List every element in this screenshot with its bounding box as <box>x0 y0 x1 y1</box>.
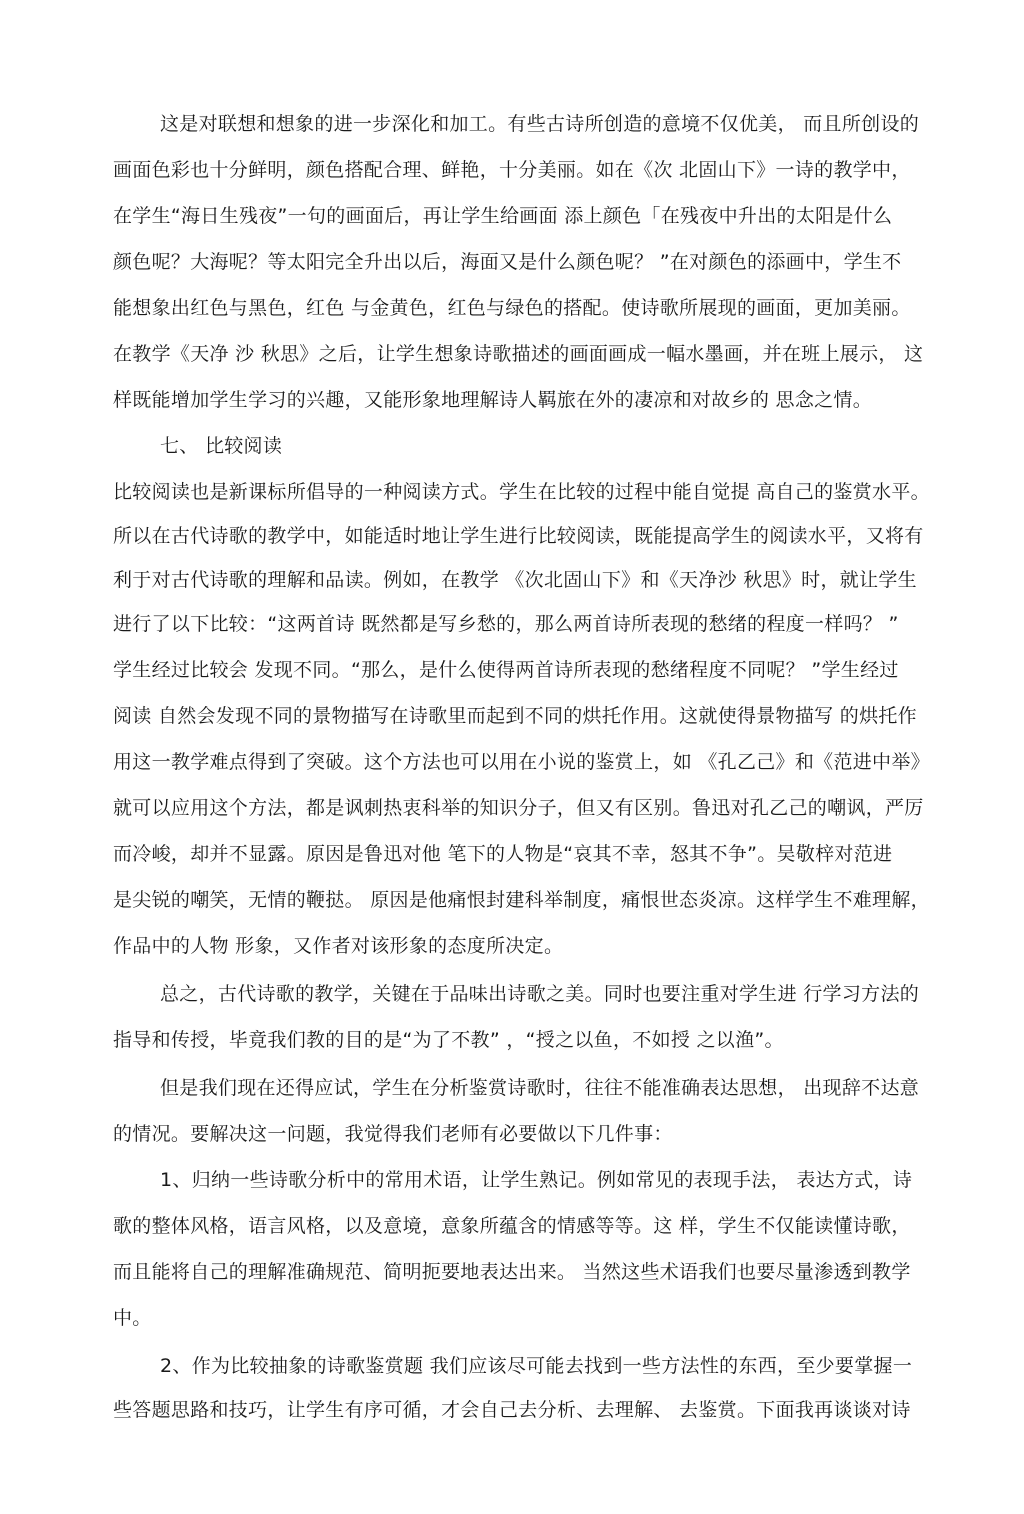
text-line: 而冷峻，却并不显露。原因是鲁迅对他 笔下的人物是“哀其不幸，怒其不争”。吴敬梓对范进 <box>113 843 893 865</box>
text-line: 是尖锐的嘲笑，无情的鞭挞。 原因是他痛恨封建科举制度，痛恨世态炎凉。这样学生不难理解， <box>113 889 930 911</box>
text-line: 在学生“海日生残夜”一句的画面后，再让学生给画面 添上颜色「在残夜中升出的太阳是什么 <box>113 205 893 227</box>
text-line: 阅读 自然会发现不同的景物描写在诗歌里而起到不同的烘托作用。这就使得景物描写 的烘托作 <box>113 705 917 727</box>
text-line: 颜色呢？大海呢？等太阳完全升出以后，海面又是什么颜色呢？ ”在对颜色的添画中，学生不 <box>113 251 902 273</box>
text-line: 进行了以下比较：“这两首诗 既然都是写乡愁的，那么两首诗所表现的愁绪的程度一样吗？ ” <box>113 613 899 635</box>
text-line: 利于对古代诗歌的理解和品读。例如，在教学 《次北固山下》和《天净沙 秋思》时，就让学生 <box>113 569 917 591</box>
text-line: 歌的整体风格，语言风格，以及意境，意象所蕴含的情感等等。这 样，学生不仅能读懂诗歌， <box>113 1215 911 1237</box>
text-line: 而且能将自己的理解准确规范、简明扼要地表达出来。 当然这些术语我们也要尽量渗透到教学 <box>113 1261 911 1283</box>
text-line: 在教学《天净 沙 秋思》之后，让学生想象诗歌描述的画面画成一幅水墨画，并在班上展示， 这 <box>113 343 924 365</box>
text-line: 比较阅读也是新课标所倡导的一种阅读方式。学生在比较的过程中能自觉提 高自己的鉴赏水平。 <box>113 481 930 503</box>
text-line: 样既能增加学生学习的兴趣，又能形象地理解诗人羁旅在外的凄凉和对故乡的 思念之情。 <box>113 389 873 411</box>
text-line: 能想象出红色与黑色，红色 与金黄色，红色与绿色的搭配。使诗歌所展现的画面，更加美丽。 <box>113 297 911 319</box>
text-line: 学生经过比较会 发现不同。“那么，是什么使得两首诗所表现的愁绪程度不同呢？ ”学生经过 <box>113 659 899 681</box>
text-line: 些答题思路和技巧，让学生有序可循，才会自己去分析、去理解、 去鉴赏。下面我再谈谈对诗 <box>113 1399 911 1421</box>
text-line: 但是我们现在还得应试，学生在分析鉴赏诗歌时，往往不能准确表达思想， 出现辞不达意 <box>160 1077 920 1099</box>
text-line: 就可以应用这个方法，都是讽刺热衷科举的知识分子，但又有区别。鲁迅对孔乙己的嘲讽，严厉 <box>113 797 924 819</box>
text-line: 中。 <box>113 1307 152 1329</box>
text-line: 画面色彩也十分鲜明，颜色搭配合理、鲜艳，十分美丽。如在《次 北固山下》一诗的教学中， <box>113 159 911 181</box>
text-line: 作品中的人物 形象，又作者对该形象的态度所决定。 <box>113 935 564 957</box>
text-line: 所以在古代诗歌的教学中，如能适时地让学生进行比较阅读，既能提高学生的阅读水平，又将有 <box>113 525 924 547</box>
text-line: 这是对联想和想象的进一步深化和加工。有些古诗所创造的意境不仅优美， 而且所创设的 <box>160 113 920 135</box>
text-line: 的情况。要解决这一问题，我觉得我们老师有必要做以下几件事： <box>113 1123 673 1145</box>
text-line: 用这一教学难点得到了突破。这个方法也可以用在小说的鉴赏上，如 《孔乙己》和《范进中举》 <box>113 751 930 773</box>
text-line: 指导和传授，毕竟我们教的目的是“为了不教” ，“授之以鱼，不如授 之以渔”。 <box>113 1029 784 1051</box>
text-line: 总之，古代诗歌的教学，关键在于品味出诗歌之美。同时也要注重对学生进 行学习方法的 <box>160 983 920 1005</box>
text-line: 2、作为比较抽象的诗歌鉴赏题 我们应该尽可能去找到一些方法性的东西，至少要掌握一 <box>160 1355 913 1377</box>
text-line: 1、归纳一些诗歌分析中的常用术语，让学生熟记。例如常见的表现手法， 表达方式，诗 <box>160 1169 913 1191</box>
section-heading: 七、 比较阅读 <box>160 435 283 457</box>
